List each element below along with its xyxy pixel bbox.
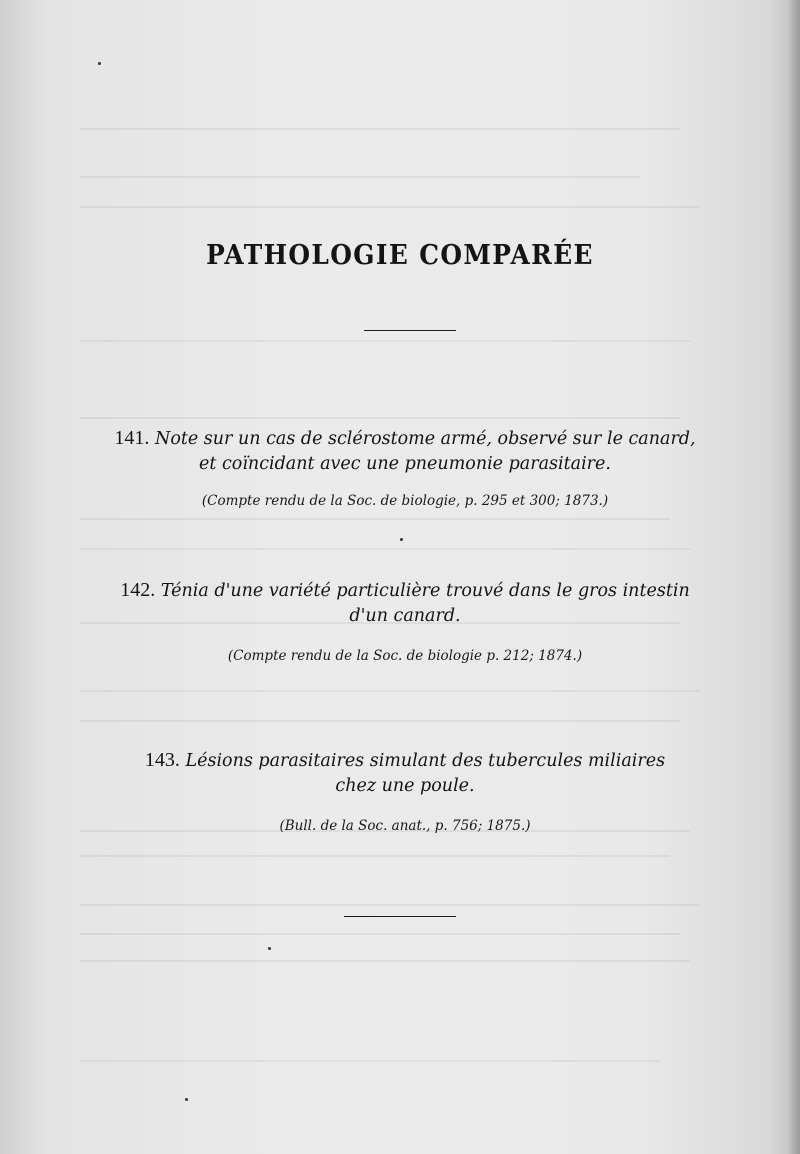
title-divider: [364, 330, 456, 331]
entry-number: 141.: [114, 427, 150, 449]
entry-heading: [110, 748, 700, 799]
entry-title-line: chez une poule.: [335, 776, 475, 796]
entry-title-line: Note sur un cas de sclérostome armé, observé sur le canard,: [155, 429, 696, 449]
source-citation: (Bull. de la Soc. anat., p. 756; 1875.): [279, 818, 531, 834]
source-citation: (Compte rendu de la Soc. de biologie p. 212; 1874.): [227, 648, 583, 664]
entry-heading: [110, 578, 700, 629]
entry-source: [110, 648, 700, 664]
speck-mark: [268, 947, 271, 950]
end-divider: [344, 916, 456, 917]
entry-title-line: et coïncidant avec une pneumonie parasitaire.: [199, 454, 611, 474]
section-title: PATHOLOGIE COMPARÉE: [206, 240, 594, 271]
entry-number: 142.: [120, 579, 156, 601]
entry-number: 143.: [144, 749, 180, 771]
source-citation: (Compte rendu de la Soc. de biologie, p. 295 et 300; 1873.): [201, 493, 609, 509]
entry-heading: [110, 426, 700, 477]
speck-mark: [400, 538, 403, 541]
speck-mark: [185, 1098, 188, 1101]
page-edge-shadow: [788, 0, 800, 1154]
entry-title-line: Lésions parasitaires simulant des tubercules miliaires: [185, 751, 666, 771]
entry-source: [110, 493, 700, 509]
entry-title-line: d'un canard.: [349, 606, 461, 626]
entry-title-line: Ténia d'une variété particulière trouvé dans le gros intestin: [160, 581, 690, 601]
speck-mark: [98, 62, 101, 65]
entry-source: [110, 818, 700, 834]
